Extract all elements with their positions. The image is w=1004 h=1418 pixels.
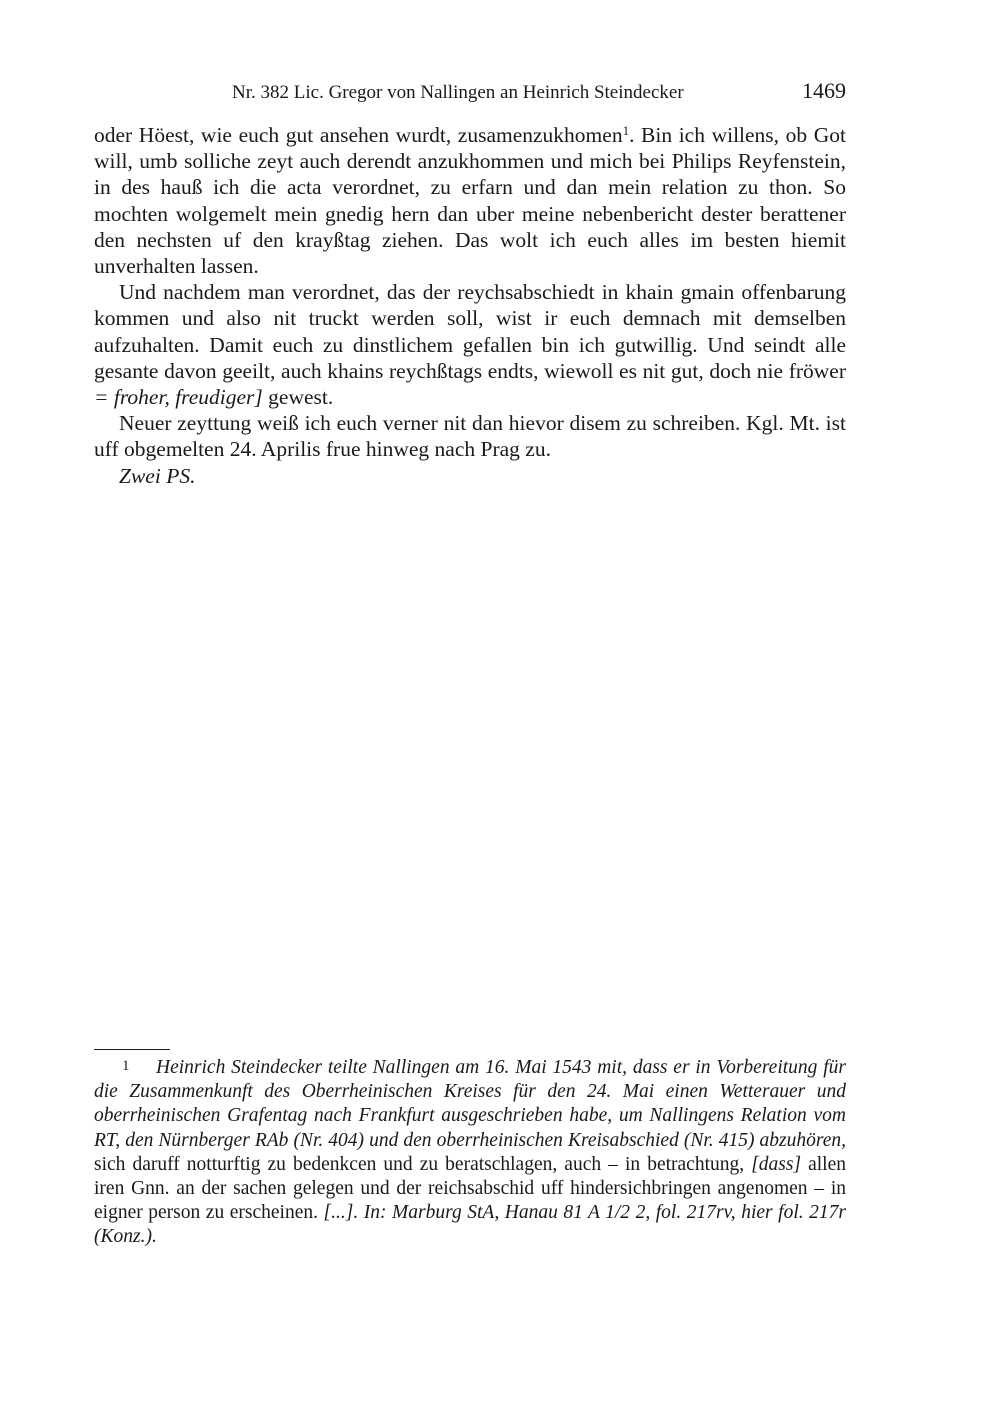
page-number: 1469	[802, 78, 846, 103]
footnote-reference-1[interactable]: 1	[622, 123, 630, 138]
footnote-1: 1 Heinrich Steindecker teilte Nallingen am 16. Mai 1543 mit, dass er in Vorbereitung für die Zusammenkunft des Oberrheinischen Kreises für den 24. Mai einen Wetterauer und oberrheinischen Grafentag nach Frankfurt ausgeschrieben habe, um Nallingens Relation vom RT, den Nürnberger RAb (Nr. 404) und den oberrheinischen Kreisabschied (Nr. 415) abzuhören, sich daruff notturftig zu bedenkcen und zu beratschlagen, auch – in betrachtung, [dass] allen iren Gnn. an der sachen gelegen und der reichsabschid uff hindersichbringen angenomen – in eigner person zu erscheinen. [...]. In: Marburg StA, Hanau 81 A 1/2 2, fol. 217rv, hier fol. 217r (Konz.).	[94, 1057, 846, 1248]
editorial-gloss: = froher, freudiger]	[94, 385, 263, 410]
footnote-1-editorial-text: Heinrich Steindecker teilte Nallingen am 16. Mai 1543 mit, dass er in Vorbereitung für die Zusammenkunft des Oberrheinischen Kreises für den 24. Mai einen Wetterauer und oberrheinischen Grafentag nach Frankfurt ausgeschrieben habe, um Nallingens Relation vom RT, den Nürnberger RAb (Nr. 404) und den oberrheinischen Kreisabschied (Nr. 415) abzuhören,	[94, 1057, 846, 1151]
footnote-rule	[94, 1049, 170, 1050]
letter-body	[94, 122, 846, 489]
page-content	[94, 78, 846, 489]
footnote-1-source: [...]. In: Marburg StA, Hanau 81 A 1/2 2, fol. 217rv, hier fol. 217r (Konz.).	[94, 1202, 846, 1248]
footnote-1-quote-a: sich daruff notturftig zu bedenkcen und zu beratschlagen, auch – in betrachtung,	[94, 1153, 752, 1175]
paragraph-2	[94, 279, 846, 410]
footnote-1-insertion: [dass]	[751, 1153, 802, 1175]
paragraph-4-postscript-note: Zwei PS.	[119, 463, 196, 488]
running-title: Nr. 382 Lic. Gregor von Nallingen an Heinrich Steindecker	[232, 82, 684, 103]
paragraph-2-text-b: gewest.	[262, 385, 334, 410]
paragraph-1-text-a: oder Höest, wie euch gut ansehen wurdt, zusamenzukhomen	[94, 123, 623, 147]
paragraph-2-text-a: Und nachdem man verordnet, das der reychsabschiedt in khain gmain offenbarung kommen und also nit truckt werden soll, wist ir euch demnach mit demselben aufzuhalten. Damit euch zu dinstlichem gefallen bin ich gutwillig. Und seindt alle gesante davon geeilt, auch khains reychßtags endts, wiewoll es nit gut, doch nie fröwer	[94, 280, 846, 383]
footnote-1-quote-b: allen iren Gnn. an der sachen gelegen und der reichsabschid uff hindersichbringen angenomen – in eigner person zu erscheinen.	[94, 1153, 846, 1224]
paragraph-3: Neuer zeyttung weiß ich euch verner nit dan hievor disem zu schreiben. Kgl. Mt. ist uff obgemelten 24. Aprilis frue hinweg nach Prag zu.	[94, 411, 846, 462]
running-head	[94, 78, 846, 108]
paragraph-1	[94, 122, 846, 279]
footnote-area	[94, 1049, 846, 1250]
paragraph-1-text-b: . Bin ich willens, ob Got will, umb solliche zeyt auch derendt anzukhommen und mich bei Philips Reyfenstein, in des hauß ich die acta verordnet, zu erfarn und dan mein relation zu thon. So mochten wolgemelt mein gnedig hern dan uber meine nebenbericht dester berattener den nechsten uf den krayßtag ziehen. Das wolt ich euch alles im besten hiemit unverhalten lassen.	[94, 123, 846, 279]
